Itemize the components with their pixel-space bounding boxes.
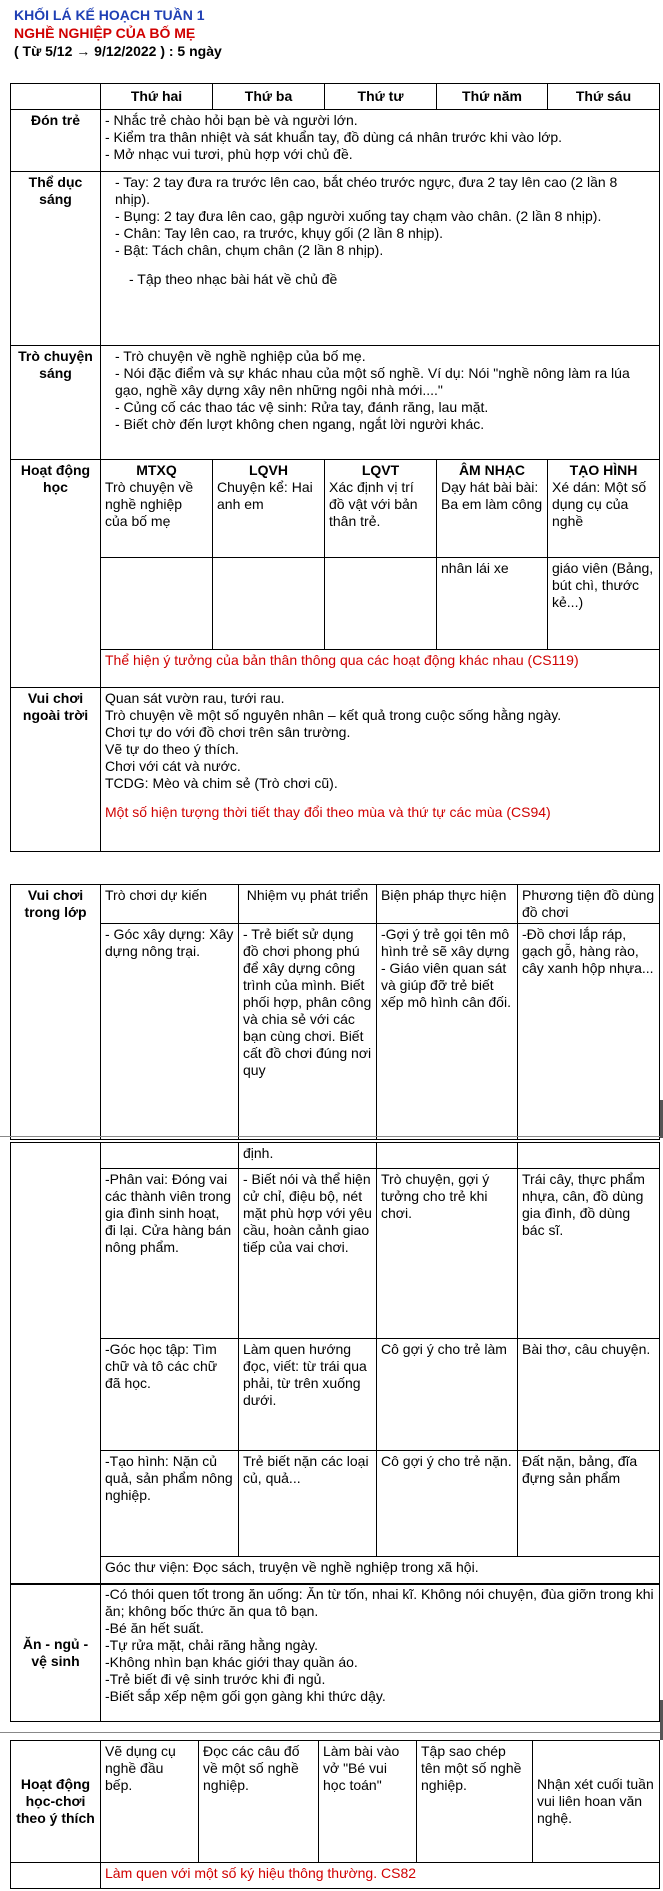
activity-text: Dạy hát bài bài: Ba em làm công	[441, 479, 543, 512]
text-line: - Chân: Tay lên cao, ra trước, khụy gối (2 lần 8 nhịp).	[115, 225, 444, 241]
plan-theme: NGHỀ NGHIỆP CỦA BỐ MẸ	[14, 25, 196, 41]
text-line: - Nhắc trẻ chào hỏi bạn bè và người lớn.	[105, 112, 358, 128]
activity-cell-tue	[213, 460, 325, 558]
subject-title: ÂM NHẠC	[458, 462, 526, 478]
text-line: TCDG: Mèo và chim sẻ (Trò chơi cũ).	[105, 775, 338, 791]
text-line: -Biết sắp xếp nệm gối gọn gàng khi thức dậy.	[105, 1688, 386, 1704]
afternoon-cell: Đọc các câu đố về một số nghề nghiệp.	[199, 1741, 319, 1863]
activity-cont-cell	[101, 558, 213, 650]
play-cell: - Góc xây dựng: Xây dựng nông trại.	[101, 924, 239, 1140]
subject-title: LQVT	[361, 462, 400, 478]
the-duc-content	[101, 172, 660, 346]
text-line: -Trẻ biết đi vệ sinh trước khi đi ngủ.	[105, 1671, 326, 1687]
text-line: - Bật: Tách chân, chụm chân (2 lần 8 nhịp).	[115, 242, 384, 258]
text-line: - Tập theo nhạc bài hát về chủ đề	[129, 271, 338, 287]
section-label-vui-choi-ngoai-troi: Vui chơi ngoài trời	[11, 688, 101, 852]
activity-text: nhân lái xe	[441, 560, 509, 576]
weekly-plan-table-part1	[10, 83, 660, 852]
afternoon-cell: Nhận xét cuối tuần vui liên hoan văn nghệ.	[533, 1741, 660, 1863]
play-cell: Trẻ biết nặn các loại củ, quả...	[239, 1451, 377, 1557]
play-cell: Cô gợi ý cho trẻ nặn.	[377, 1451, 518, 1557]
text-line: Trò chuyện về một số nguyên nhân – kết quả trong cuộc sống hằng ngày.	[105, 707, 562, 723]
section-label-tro-chuyen: Trò chuyện sáng	[11, 346, 101, 460]
outdoor-goal: Một số hiện tượng thời tiết thay đổi theo mùa và thứ tự các mùa (CS94)	[105, 804, 551, 820]
activity-cell-fri	[548, 460, 660, 558]
text-line: Chơi với cát và nước.	[105, 758, 241, 774]
play-cell	[101, 1143, 239, 1169]
activity-cont-cell	[213, 558, 325, 650]
text-line: -Tự rửa mặt, chải răng hằng ngày.	[105, 1637, 319, 1653]
subject-title: TẠO HÌNH	[569, 462, 638, 478]
outdoor-play-content	[101, 688, 660, 852]
activity-cont-cell	[548, 558, 660, 650]
afternoon-goal: Làm quen với một số ký hiệu thông thường. CS82	[101, 1863, 660, 1889]
text-line: - Mở nhạc vui tươi, phù hợp với chủ đề.	[105, 146, 353, 162]
column-header: Trò chơi dự kiến	[101, 885, 239, 924]
play-cell: -Tạo hình: Nặn củ quả, sản phẩm nông nghiệp.	[101, 1451, 239, 1557]
section-label-hoat-dong-chieu: Hoạt động học-chơi theo ý thích	[11, 1741, 101, 1863]
text-line: Chơi tự do với đồ chơi trên sân trường.	[105, 724, 351, 740]
play-cell: - Biết nói và thể hiện cử chỉ, điệu bộ, nét mặt phù hợp với yêu cầu, hoàn cảnh giao tiếp của vai chơi.	[239, 1169, 377, 1339]
subject-title: LQVH	[249, 462, 288, 478]
play-cell: Cô gợi ý cho trẻ làm	[377, 1339, 518, 1451]
section-label-don-tre: Đón trẻ	[11, 110, 101, 172]
text-line: - Biết chờ đến lượt không chen ngang, ngắt lời người khác.	[115, 416, 485, 432]
activity-cell-thu	[437, 460, 548, 558]
goal-label-cell	[11, 1863, 101, 1889]
play-cell: - Trẻ biết sử dụng đồ chơi phong phú để xây dựng công trình của mình. Biết phối hợp, phân công và chia sẻ với các bạn cùng chơi. Biết cất đồ chơi đúng nơi quy	[239, 924, 377, 1140]
activity-cont-cell	[325, 558, 437, 650]
activity-text: Chuyện kể: Hai anh em	[217, 479, 313, 512]
section-label-vui-choi-trong-lop: Vui chơi trong lớp	[11, 885, 101, 1140]
play-cell	[518, 1143, 660, 1169]
day-header: Thứ sáu	[548, 84, 660, 110]
play-cell: -Đồ chơi lắp ráp, gạch gỗ, hàng rào, cây xanh hộp nhựa...	[518, 924, 660, 1140]
afternoon-cell: Tập sao chép tên một số nghề nghiệp.	[417, 1741, 533, 1863]
day-header: Thứ hai	[101, 84, 213, 110]
library-corner: Góc thư viện: Đọc sách, truyện về nghề nghiệp trong xã hội.	[101, 1557, 660, 1585]
play-cell: Trò chuyện, gợi ý tưởng cho trẻ khi chơi.	[377, 1169, 518, 1339]
text-line: - Kiểm tra thân nhiệt và sát khuẩn tay, đồ dùng cá nhân trước khi vào lớp.	[105, 129, 563, 145]
play-cell	[377, 1143, 518, 1169]
activity-text: giáo viên (Bảng, bút chì, thước kẻ...)	[552, 560, 654, 610]
activity-text: Xác định vị trí đồ vật với bản thân trẻ.	[329, 479, 418, 529]
section-label-the-duc: Thể dục sáng	[11, 172, 101, 346]
afternoon-activity-table	[10, 1740, 660, 1889]
activity-text: Xé dán: Một số dụng cụ của nghề	[552, 479, 647, 529]
subject-title: MTXQ	[136, 462, 177, 478]
day-header: Thứ năm	[437, 84, 548, 110]
play-cell: Đất nặn, bảng, đĩa đựng sản phẩm	[518, 1451, 660, 1557]
play-cell: Bài thơ, câu chuyện.	[518, 1339, 660, 1451]
text-line: Quan sát vườn rau, tưới rau.	[105, 690, 285, 706]
section-label-an-ngu: Ăn - ngủ - vệ sinh	[11, 1584, 101, 1722]
column-header: Biện pháp thực hiện	[377, 885, 518, 924]
play-cell: Trái cây, thực phẩm nhựa, cân, đồ dùng gia đình, đồ dùng bác sĩ.	[518, 1169, 660, 1339]
play-cell: -Gợi ý trẻ gọi tên mô hình trẻ sẽ xây dựng - Giáo viên quan sát và giúp đỡ trẻ biết xếp mô hình cân đối.	[377, 924, 518, 1140]
page-break	[0, 1732, 663, 1737]
indoor-label-continuation	[11, 1143, 101, 1585]
section-label-hoat-dong-hoc: Hoạt động học	[11, 460, 101, 688]
text-line: -Có thói quen tốt trong ăn uống: Ăn từ tốn, nhai kĩ. Không nói chuyện, đùa giỡn trong khi ăn; không bốc thức ăn qua tô bạn.	[105, 1586, 654, 1619]
afternoon-cell: Làm bài vào vở "Bé vui học toán"	[319, 1741, 417, 1863]
meal-sleep-content	[101, 1584, 660, 1722]
play-cell: -Góc học tập: Tìm chữ và tô các chữ đã học.	[101, 1339, 239, 1451]
column-header: Phương tiện đồ dùng đồ chơi	[518, 885, 660, 924]
activity-cell-mon	[101, 460, 213, 558]
activity-cell-wed	[325, 460, 437, 558]
activity-cont-cell	[437, 558, 548, 650]
learning-goal: Thể hiện ý tưởng của bản thân thông qua các hoạt động khác nhau (CS119)	[101, 650, 660, 688]
text-line: - Trò chuyện về nghề nghiệp của bố mẹ.	[115, 348, 366, 364]
day-header: Thứ ba	[213, 84, 325, 110]
corner-cell	[11, 84, 101, 110]
text-line: - Bụng: 2 tay đưa lên cao, gập người xuống tay chạm vào chân. (2 lần 8 nhịp).	[115, 208, 602, 224]
tro-chuyen-content	[101, 346, 660, 460]
play-cell: định.	[239, 1143, 377, 1169]
page-header	[14, 6, 222, 60]
text-line: - Nói đặc điểm và sự khác nhau của một số nghề. Ví dụ: Nói "nghề nông làm ra lúa gạo, nghề xây dựng xây nên những ngôi nhà mới...."	[115, 365, 630, 398]
text-line: -Không nhìn bạn khác giới thay quần áo.	[105, 1654, 358, 1670]
meal-sleep-table	[10, 1583, 660, 1722]
text-line: Vẽ tự do theo ý thích.	[105, 741, 239, 757]
text-line: - Củng cố các thao tác vệ sinh: Rửa tay, đánh răng, lau mặt.	[115, 399, 489, 415]
afternoon-cell: Vẽ dụng cụ nghề đầu bếp.	[101, 1741, 199, 1863]
text-line: - Tay: 2 tay đưa ra trước lên cao, bắt chéo trước ngực, đưa 2 tay lên cao (2 lần 8 nhịp).	[115, 174, 618, 207]
day-header: Thứ tư	[325, 84, 437, 110]
column-header: Nhiệm vụ phát triển	[239, 885, 377, 924]
plan-title: KHỐI LÁ KẾ HOẠCH TUẦN 1	[14, 7, 205, 23]
indoor-play-table-part1	[10, 884, 660, 1140]
page-break	[0, 1136, 663, 1141]
plan-dates: ( Từ 5/12 → 9/12/2022 ) : 5 ngày	[14, 43, 222, 59]
activity-text: Trò chuyện về nghề nghiệp của bố mẹ	[105, 479, 194, 529]
indoor-play-table-part2	[10, 1142, 660, 1585]
don-tre-content	[101, 110, 660, 172]
play-cell: -Phân vai: Đóng vai các thành viên trong gia đình sinh hoạt, đi lại. Cửa hàng bán nông phẩm.	[101, 1169, 239, 1339]
text-line: -Bé ăn hết suất.	[105, 1620, 204, 1636]
play-cell: Làm quen hướng đọc, viết: từ trái qua phải, từ trên xuống dưới.	[239, 1339, 377, 1451]
